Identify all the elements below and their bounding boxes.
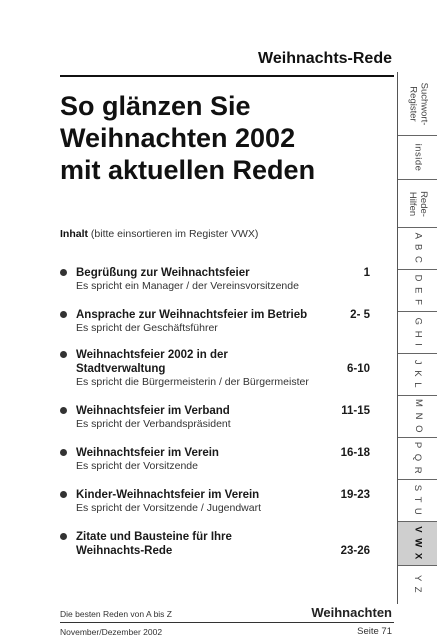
footer-page-number: Seite 71 <box>357 626 392 637</box>
toc-entry-page: 16-18 <box>340 447 370 459</box>
tab-label: D E F <box>412 274 424 307</box>
bullet-icon <box>60 533 67 540</box>
toc-entry <box>60 530 370 558</box>
tab-label: Rede- Hilfen <box>407 190 429 217</box>
toc-entry <box>60 308 370 335</box>
bullet-icon <box>60 491 67 498</box>
toc-entry <box>60 404 370 431</box>
tab-label: Suchwort- Register <box>407 82 430 125</box>
footer-publication: Die besten Reden von A bis Z <box>60 609 172 619</box>
tab-label: Y Z <box>412 574 424 594</box>
tab-mno[interactable] <box>398 396 437 438</box>
toc-entry-speaker: Es spricht der Vorsitzende / Jugendwart <box>76 502 262 514</box>
toc-entry-page: 23-26 <box>340 545 370 557</box>
register-sidebar <box>397 72 437 604</box>
tab-abc[interactable] <box>398 228 437 270</box>
toc-entry-title: Begrüßung zur Weihnachtsfeier <box>76 267 250 279</box>
toc-entry-page: 19-23 <box>340 489 370 501</box>
toc-entry-title: Weihnachtsfeier 2002 in der <box>76 349 228 361</box>
tab-inside[interactable] <box>398 136 437 180</box>
toc-entry-title: Stadtverwaltung <box>76 363 166 375</box>
tab-suchwort-register[interactable] <box>398 72 437 136</box>
toc-entry-speaker: Es spricht der Vorsitzende <box>76 460 198 472</box>
toc-entry-title: Ansprache zur Weihnachtsfeier im Betrieb <box>76 309 308 321</box>
tab-yz[interactable] <box>398 566 437 602</box>
toc-entry-speaker: Es spricht die Bürgermeisterin / der Bürgermeister <box>76 376 309 388</box>
header-title: Weihnachts-Rede <box>258 50 392 67</box>
tab-label: M N O <box>412 399 424 434</box>
toc-entry <box>60 488 370 515</box>
footer-section: Weihnachten <box>311 605 392 620</box>
toc-entry-title: Kinder-Weihnachtsfeier im Verein <box>76 489 260 501</box>
tab-label: A B C <box>412 232 424 265</box>
toc-entry <box>60 266 370 293</box>
bullet-icon <box>60 449 67 456</box>
header-rule <box>60 75 394 77</box>
bullet-icon <box>60 351 67 358</box>
toc-entry-speaker: Es spricht ein Manager / der Vereinsvorsitzende <box>76 280 299 292</box>
bullet-icon <box>60 311 67 318</box>
tab-label: inside <box>412 143 424 172</box>
tab-ghi[interactable] <box>398 312 437 354</box>
tab-rede-hilfen[interactable] <box>398 180 437 228</box>
toc-entry <box>60 446 370 473</box>
toc-entry-page: 1 <box>363 267 370 279</box>
footer-rule <box>60 622 394 623</box>
bullet-icon <box>60 407 67 414</box>
toc-entry-page: 11-15 <box>341 405 370 417</box>
tab-def[interactable] <box>398 270 437 312</box>
tab-label: P Q R <box>412 441 424 476</box>
page-title-line-1: So glänzen Sie <box>60 91 251 121</box>
tab-vwx[interactable] <box>398 522 437 566</box>
tab-label: V W X <box>412 526 424 561</box>
bullet-icon <box>60 269 67 276</box>
page-title-line-3: mit aktuellen Reden <box>60 155 316 185</box>
toc-entry-page: 2- 5 <box>350 309 370 321</box>
tab-stu[interactable] <box>398 480 437 522</box>
toc-entry-speaker: Es spricht der Geschäftsführer <box>76 322 218 334</box>
contents-label: Inhalt <box>60 228 88 240</box>
tab-label: J K L <box>412 359 424 390</box>
toc-entry-title: Weihnachtsfeier im Verein <box>76 447 219 459</box>
contents-line <box>60 228 380 240</box>
contents-note: (bitte einsortieren im Register VWX) <box>90 228 259 240</box>
toc-entry-speaker: Es spricht der Verbandspräsident <box>76 418 231 430</box>
tab-label: S T U <box>412 484 424 517</box>
tab-label: G H I <box>412 317 424 348</box>
toc-entry <box>60 348 370 389</box>
tab-pqr[interactable] <box>398 438 437 480</box>
page-title <box>60 90 380 186</box>
toc-entry-title: Zitate und Bausteine für Ihre <box>76 531 232 543</box>
page-title-line-2: Weihnachten 2002 <box>60 123 296 153</box>
toc-entry-page: 6-10 <box>346 363 370 375</box>
toc-entry-title: Weihnachtsfeier im Verband <box>76 405 230 417</box>
tab-jkl[interactable] <box>398 354 437 396</box>
toc-entry-title: Weihnachts-Rede <box>76 545 173 557</box>
footer-date: November/Dezember 2002 <box>60 627 163 637</box>
